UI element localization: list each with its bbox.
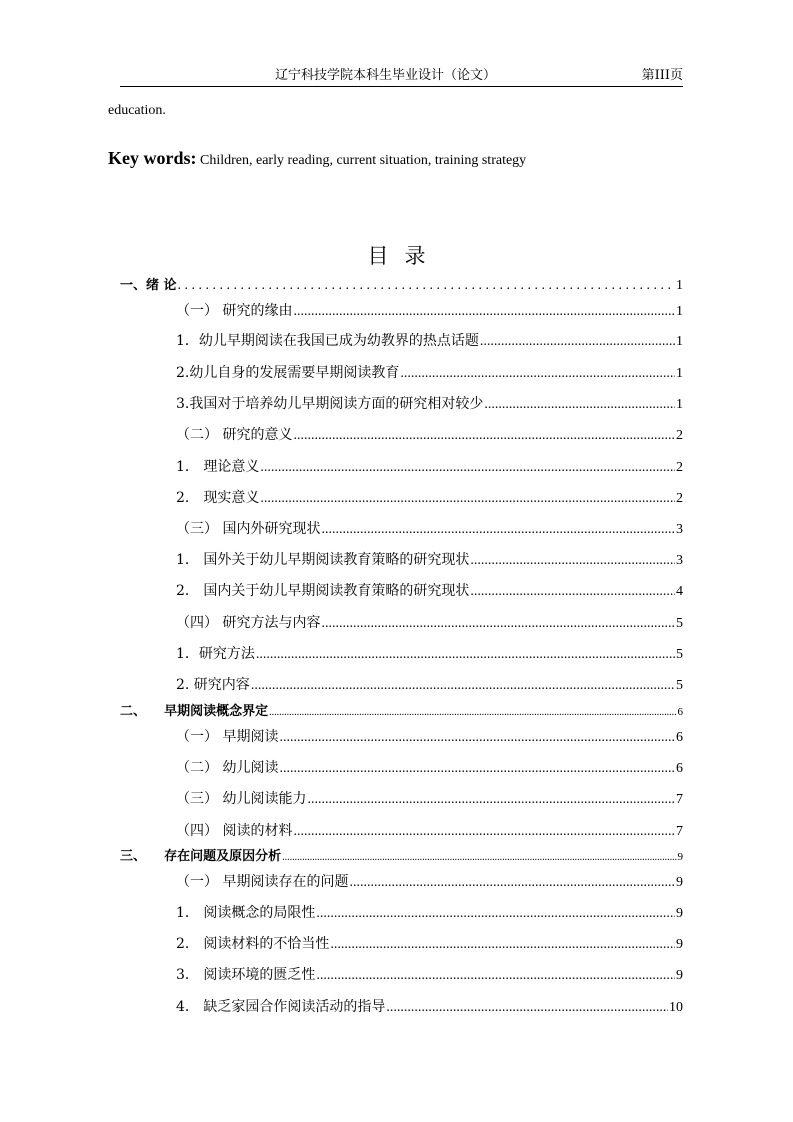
toc-entry-label: 2． 国内关于幼儿早期阅读教育策略的研究现状 [176, 583, 470, 599]
toc-entry-page: 7 [676, 824, 683, 839]
toc-entry-label: （二） 幼儿阅读 [176, 760, 279, 776]
toc-leader-dots [293, 428, 675, 444]
toc-entry-page: 6 [677, 706, 683, 718]
toc-entry-page: 6 [676, 730, 683, 745]
toc-entry-label: 1． 理论意义 [176, 459, 260, 475]
toc-entry[interactable] [176, 820, 683, 840]
toc-entry-label: 二、 早期阅读概念界定 [120, 704, 269, 719]
toc-entry-page: 9 [676, 968, 683, 983]
toc-entry-page: 4 [676, 584, 683, 599]
toc-entry-label: （三） 国内外研究现状 [176, 521, 321, 537]
toc-entry-page: 9 [677, 851, 683, 863]
toc-entry[interactable] [176, 487, 683, 507]
toc-entry-label: （一） 研究的缘由 [176, 303, 293, 319]
page-header [120, 62, 683, 87]
toc-entry-label: （一） 早期阅读存在的问题 [176, 874, 349, 890]
toc-entry-page: 1 [676, 304, 683, 319]
toc-leader-dots [178, 278, 675, 294]
toc-entry-page: 9 [676, 937, 683, 952]
toc-entry-label: （四） 研究方法与内容 [176, 615, 321, 631]
toc-entry-page: 6 [676, 761, 683, 776]
toc-entry[interactable] [176, 580, 683, 600]
toc-entry[interactable] [176, 424, 683, 444]
toc-entry-label: （四） 阅读的材料 [176, 823, 293, 839]
abstract-continuation: education. [108, 103, 166, 118]
toc-leader-dots [386, 1000, 668, 1016]
toc-entry[interactable] [176, 300, 683, 320]
toc-entry-label: 1．研究方法 [176, 646, 255, 662]
toc-entry-label: 三、 存在问题及原因分析 [120, 849, 282, 864]
toc-entry-page: 1 [676, 278, 683, 293]
toc-entry-label: 3.我国对于培养幼儿早期阅读方面的研究相对较少 [176, 396, 484, 412]
toc-title: 目录 [367, 244, 442, 268]
toc-entry-label: 2． 现实意义 [176, 490, 260, 506]
toc-entry-page: 1 [676, 366, 683, 381]
toc-leader-dots [316, 968, 675, 984]
toc-leader-dots [251, 678, 675, 694]
toc-entry-page: 9 [676, 875, 683, 890]
toc-leader-dots [349, 875, 675, 891]
toc-entry-label: 2.幼儿自身的发展需要早期阅读教育 [176, 365, 400, 381]
toc-entry-page: 2 [676, 460, 683, 475]
toc-entry-label: 2. 研究内容 [176, 677, 250, 693]
toc-entry[interactable] [120, 845, 683, 865]
toc-leader-dots [293, 824, 675, 840]
toc-entry[interactable] [176, 643, 683, 663]
toc-entry-label: 1． 国外关于幼儿早期阅读教育策略的研究现状 [176, 552, 470, 568]
toc-entry[interactable] [176, 456, 683, 476]
toc-entry-page: 3 [676, 522, 683, 537]
toc-entry[interactable] [176, 549, 683, 569]
toc-leader-dots [321, 616, 675, 632]
toc-entry-label: 2． 阅读材料的不恰当性 [176, 936, 330, 952]
toc-leader-dots [279, 761, 675, 777]
toc-leader-dots [321, 522, 675, 538]
toc-entry-label: 1． 阅读概念的局限性 [176, 905, 316, 921]
toc-leader-dots [470, 584, 675, 600]
toc-entry[interactable] [176, 612, 683, 632]
toc-leader-dots [282, 852, 676, 863]
toc-entry-page: 3 [676, 553, 683, 568]
toc-entry[interactable] [176, 788, 683, 808]
toc-entry[interactable] [176, 902, 683, 922]
toc-leader-dots [260, 491, 675, 507]
toc-entry-page: 5 [676, 678, 683, 693]
toc-entry-label: （一） 早期阅读 [176, 729, 279, 745]
toc-entry[interactable] [176, 518, 683, 538]
header-page-number: 第III页 [641, 68, 683, 83]
toc-entry-label: （二） 研究的意义 [176, 427, 293, 443]
toc-entry[interactable] [120, 274, 683, 294]
toc-entry[interactable] [176, 726, 683, 746]
toc-entry[interactable] [176, 933, 683, 953]
toc-entry-page: 1 [676, 334, 683, 349]
toc-leader-dots [484, 397, 675, 413]
toc-entry-page: 5 [676, 647, 683, 662]
toc-entry[interactable] [176, 996, 683, 1016]
toc-entry[interactable] [176, 362, 683, 382]
toc-entry-page: 5 [676, 616, 683, 631]
toc-leader-dots [256, 647, 675, 663]
toc-entry[interactable] [176, 674, 683, 694]
toc-leader-dots [480, 334, 675, 350]
toc-entry-label: 1．幼儿早期阅读在我国已成为幼教界的热点话题 [176, 333, 479, 349]
toc-leader-dots [307, 792, 675, 808]
toc-leader-dots [260, 460, 675, 476]
toc-entry-page: 1 [676, 397, 683, 412]
toc-entry-page: 2 [676, 428, 683, 443]
toc-entry-label: （三） 幼儿阅读能力 [176, 791, 307, 807]
toc-entry[interactable] [176, 330, 683, 350]
toc-entry[interactable] [176, 871, 683, 891]
toc-entry[interactable] [176, 757, 683, 777]
toc-entry-label: 4． 缺乏家园合作阅读活动的指导 [176, 999, 386, 1015]
toc-entry-page: 2 [676, 491, 683, 506]
toc-entry[interactable] [176, 964, 683, 984]
header-title: 辽宁科技学院本科生毕业设计（论文） [275, 68, 497, 83]
keywords-label: Key words: [108, 148, 197, 168]
toc-leader-dots [330, 937, 675, 953]
toc-entry[interactable] [176, 393, 683, 413]
toc-leader-dots [400, 366, 675, 382]
toc-entry-label: 一、绪 论 [120, 278, 177, 293]
toc-entry[interactable] [120, 700, 683, 720]
toc-entry-label: 3． 阅读环境的匮乏性 [176, 967, 316, 983]
toc-entry-page: 10 [669, 1000, 683, 1015]
toc-leader-dots [470, 553, 675, 569]
toc-leader-dots [279, 730, 675, 746]
toc-leader-dots [316, 906, 675, 922]
toc-entry-page: 9 [676, 906, 683, 921]
keywords-line [108, 148, 526, 169]
toc-leader-dots [293, 304, 675, 320]
toc-entry-page: 7 [676, 792, 683, 807]
toc-leader-dots [269, 707, 676, 718]
keywords-text: Children, early reading, current situation, training strategy [196, 153, 527, 168]
